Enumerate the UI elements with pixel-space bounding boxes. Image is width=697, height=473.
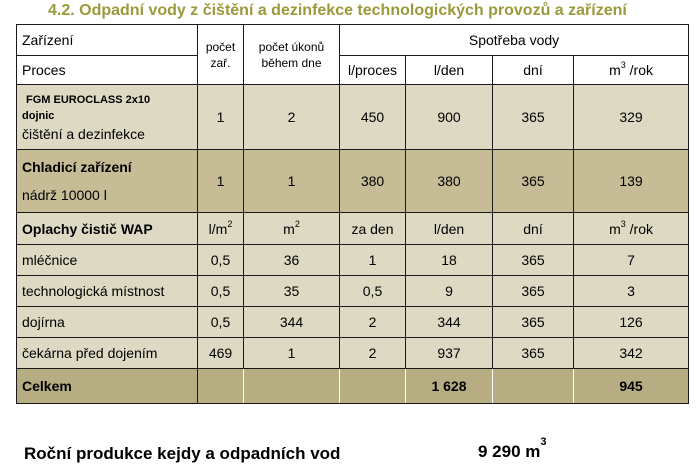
item-e: 365	[493, 276, 574, 307]
chladici-ukonu: 1	[244, 150, 340, 213]
chladici-pocet: 1	[198, 150, 244, 213]
row-chladici	[17, 150, 689, 213]
item-name: technologická místnost	[17, 276, 198, 307]
header-pocet-ukonu-line2: během dne	[261, 55, 322, 70]
header-m3-exp: 3	[620, 60, 626, 71]
table-row	[17, 276, 689, 307]
oplachy-u6-base: m	[609, 220, 621, 237]
celkem-label: Celkem	[17, 369, 198, 404]
oplachy-u2-base: m	[283, 220, 295, 237]
celkem-m3: 945	[574, 369, 689, 404]
header-l-proces: l/proces	[340, 56, 406, 85]
footer-value-base: 9 290 m	[478, 442, 541, 461]
header-dni: dní	[493, 56, 574, 85]
item-c: 2	[340, 338, 406, 369]
fgm-m3: 329	[574, 85, 689, 150]
celkem-l-den: 1 628	[406, 369, 493, 404]
item-f: 3	[574, 276, 689, 307]
item-name: čekárna před dojením	[17, 338, 198, 369]
chladici-name-2: nádrž 10000 l	[22, 187, 107, 203]
header-m3-tail: /rok	[625, 62, 653, 78]
item-a: 0,5	[198, 245, 244, 276]
header-proces: Proces	[17, 56, 198, 85]
item-f: 7	[574, 245, 689, 276]
footer-value-exp: 3	[540, 436, 547, 449]
chladici-name-1: Chladicí zařízení	[22, 159, 132, 175]
item-b: 36	[244, 245, 340, 276]
item-f: 342	[574, 338, 689, 369]
oplachy-unit-lm2	[198, 213, 244, 245]
item-name: dojírna	[17, 307, 198, 338]
item-b: 1	[244, 338, 340, 369]
oplachy-unit-dni: dní	[493, 213, 574, 245]
footer-label: Roční produkce kejdy a odpadních vod	[24, 444, 341, 463]
oplachy-u6-exp: 3	[620, 218, 626, 229]
table-row	[17, 307, 689, 338]
fgm-name-1: FGM EUROCLASS 2x10	[26, 94, 151, 106]
celkem-empty-2	[244, 369, 340, 404]
item-a: 0,5	[198, 307, 244, 338]
fgm-dni: 365	[493, 85, 574, 150]
row-oplachy-header	[17, 213, 689, 245]
item-f: 126	[574, 307, 689, 338]
footer-value	[478, 436, 547, 462]
oplachy-name: Oplachy čistič WAP	[17, 213, 198, 245]
header-zarizeni: Zařízení	[17, 25, 198, 56]
table-row	[17, 245, 689, 276]
item-d: 344	[406, 307, 493, 338]
fgm-l-proces: 450	[340, 85, 406, 150]
oplachy-unit-m2	[244, 213, 340, 245]
fgm-ukonu: 2	[244, 85, 340, 150]
oplachy-unit-m3-rok	[574, 213, 689, 245]
chladici-l-proces: 380	[340, 150, 406, 213]
item-c: 0,5	[340, 276, 406, 307]
item-c: 2	[340, 307, 406, 338]
header-pocet-ukonu	[244, 25, 340, 85]
item-d: 9	[406, 276, 493, 307]
item-e: 365	[493, 338, 574, 369]
fgm-name-2: dojnic	[22, 110, 55, 122]
item-c: 1	[340, 245, 406, 276]
oplachy-unit-za-den: za den	[340, 213, 406, 245]
item-d: 18	[406, 245, 493, 276]
fgm-l-den: 900	[406, 85, 493, 150]
chladici-l-den: 380	[406, 150, 493, 213]
oplachy-u6-tail: /rok	[625, 220, 653, 237]
row-celkem	[17, 369, 689, 404]
oplachy-unit-l-den: l/den	[406, 213, 493, 245]
header-pocet-zar: počet zař.	[198, 25, 244, 85]
item-e: 365	[493, 307, 574, 338]
item-d: 937	[406, 338, 493, 369]
section-heading: 4.2. Odpadní vody z čištění a dezinfekce technologických provozů a zařízení	[48, 2, 627, 19]
water-consumption-table	[16, 24, 689, 404]
oplachy-u1-exp: 2	[227, 218, 233, 229]
chladici-m3: 139	[574, 150, 689, 213]
oplachy-u2-exp: 2	[294, 218, 300, 229]
header-spotreba: Spotřeba vody	[340, 25, 689, 56]
fgm-name-cell	[17, 85, 198, 150]
header-pocet-ukonu-line1: počet úkonů	[258, 39, 325, 54]
oplachy-u1-base: l/m	[208, 220, 228, 237]
item-a: 0,5	[198, 276, 244, 307]
celkem-empty-3	[340, 369, 406, 404]
row-fgm	[17, 85, 689, 150]
item-e: 365	[493, 245, 574, 276]
header-m3-unit: m	[609, 62, 621, 78]
chladici-dni: 365	[493, 150, 574, 213]
item-b: 344	[244, 307, 340, 338]
header-m3-rok	[574, 56, 689, 85]
fgm-name-3: čištění a dezinfekce	[22, 126, 145, 142]
chladici-name-cell	[17, 150, 198, 213]
celkem-empty-4	[493, 369, 574, 404]
table-row	[17, 338, 689, 369]
item-a: 469	[198, 338, 244, 369]
celkem-empty-1	[198, 369, 244, 404]
header-l-den: l/den	[406, 56, 493, 85]
fgm-pocet: 1	[198, 85, 244, 150]
item-name: mléčnice	[17, 245, 198, 276]
item-b: 35	[244, 276, 340, 307]
